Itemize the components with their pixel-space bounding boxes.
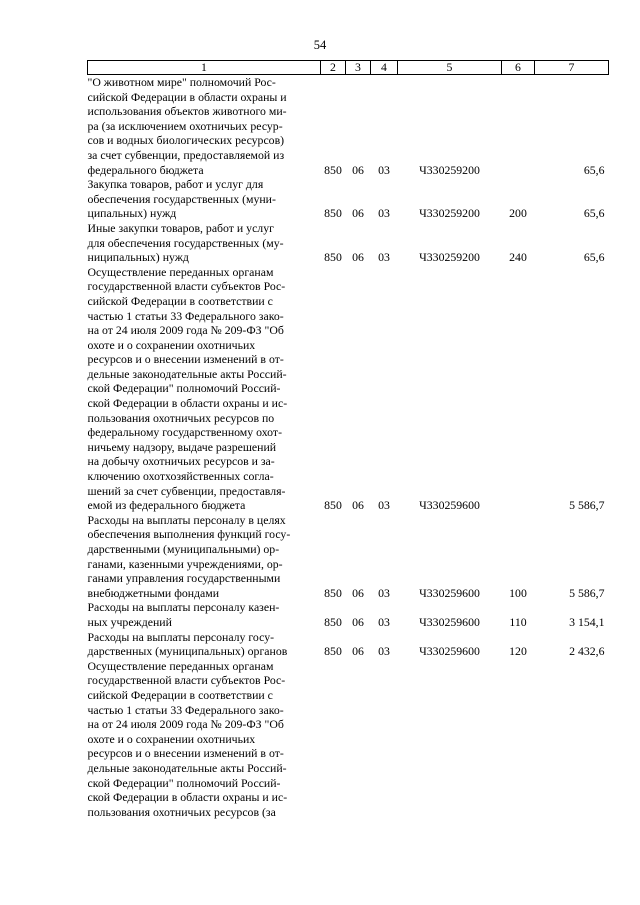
description-line: на от 24 июля 2009 года № 209-ФЗ "Об bbox=[87, 323, 284, 338]
description-line: ключению охотхозяйственных согла- bbox=[87, 469, 274, 484]
cell-target-article: Ч330259600 bbox=[419, 585, 480, 600]
cell-expense-type bbox=[502, 659, 535, 820]
row-description bbox=[88, 265, 321, 513]
header-row bbox=[88, 61, 609, 75]
description-line: ра (за исключением охотничьих ресур- bbox=[87, 118, 283, 133]
cell-subsection-code: 03 bbox=[378, 498, 390, 513]
cell-ministry-code bbox=[321, 659, 346, 820]
cell-target-article: Ч330259200 bbox=[419, 162, 480, 177]
cell-ministry-code: 850 bbox=[324, 644, 342, 659]
description-line: Осуществление переданных органам bbox=[87, 658, 274, 673]
description-line: Осуществление переданных органам bbox=[87, 264, 274, 279]
description-line: дельные законодательные акты Россий- bbox=[87, 760, 287, 775]
description-line: федеральному государственному охот- bbox=[87, 425, 282, 440]
header-col-1: 1 bbox=[88, 61, 321, 75]
cell-ministry-code: 850 bbox=[324, 614, 342, 629]
cell-subsection-code: 03 bbox=[378, 644, 390, 659]
cell-amount: 65,6 bbox=[583, 162, 605, 177]
description-line: частью 1 статьи 33 Федерального зако- bbox=[87, 308, 284, 323]
cell-section-code: 06 bbox=[352, 162, 364, 177]
cell-subsection-code: 03 bbox=[378, 206, 390, 221]
description-line: государственной власти субъектов Рос- bbox=[87, 673, 286, 688]
table-row bbox=[88, 75, 609, 178]
cell-subsection-code bbox=[371, 659, 398, 820]
table-header bbox=[88, 61, 609, 75]
description-line: государственной власти субъектов Рос- bbox=[87, 279, 286, 294]
description-line: дельные законодательные акты Россий- bbox=[87, 366, 287, 381]
cell-subsection-code: 03 bbox=[378, 250, 390, 265]
cell-ministry-code: 850 bbox=[324, 585, 342, 600]
cell-amount: 2 432,6 bbox=[569, 644, 605, 659]
header-col-3: 3 bbox=[346, 61, 371, 75]
cell-ministry-code: 850 bbox=[324, 498, 342, 513]
description-line: дарственными (муниципальными) ор- bbox=[87, 542, 280, 556]
description-line: ципальных) нужд bbox=[87, 206, 177, 221]
cell-target-article: Ч330259600 bbox=[419, 498, 480, 513]
cell-target-article: Ч330259600 bbox=[419, 614, 480, 629]
cell-subsection-code: 03 bbox=[378, 162, 390, 177]
table-row bbox=[88, 513, 609, 601]
description-line: ресурсов и о внесении изменений в от- bbox=[87, 352, 284, 367]
table-row bbox=[88, 177, 609, 221]
cell-target-article: Ч330259200 bbox=[419, 206, 480, 221]
description-line: сов и водных биологических ресурсов) bbox=[87, 133, 285, 148]
description-line: ничьему надзору, выдаче разрешений bbox=[87, 439, 277, 454]
header-col-6: 6 bbox=[502, 61, 535, 75]
cell-section-code: 06 bbox=[352, 498, 364, 513]
description-line: ганами, казенными учреждениями, ор- bbox=[87, 556, 283, 571]
cell-expense-type: 240 bbox=[509, 250, 527, 265]
description-line: внебюджетными фондами bbox=[87, 585, 220, 600]
cell-amount: 65,6 bbox=[583, 250, 605, 265]
header-col-7: 7 bbox=[535, 61, 609, 75]
description-line: ниципальных) нужд bbox=[87, 250, 189, 265]
description-line: ской Федерации в области охраны и ис- bbox=[87, 396, 288, 411]
table-row bbox=[88, 221, 609, 265]
description-line: сийской Федерации в соответствии с bbox=[87, 687, 273, 702]
description-line: за счет субвенции, предоставляемой из bbox=[87, 147, 285, 162]
description-line: дарственных (муниципальных) органов bbox=[87, 644, 288, 659]
row-description bbox=[88, 513, 321, 601]
description-line: пользования охотничьих ресурсов (за bbox=[87, 804, 276, 819]
cell-section-code: 06 bbox=[352, 206, 364, 221]
description-line: использования объектов животного ми- bbox=[87, 104, 287, 119]
cell-amount bbox=[535, 659, 609, 820]
cell-ministry-code: 850 bbox=[324, 162, 342, 177]
cell-expense-type bbox=[502, 75, 535, 178]
cell-target-article: Ч330259600 bbox=[419, 644, 480, 659]
cell-subsection-code: 03 bbox=[378, 585, 390, 600]
header-col-4: 4 bbox=[371, 61, 398, 75]
page-number: 54 bbox=[313, 38, 327, 52]
cell-amount: 5 586,7 bbox=[569, 498, 605, 513]
row-description bbox=[88, 630, 321, 659]
description-line: Расходы на выплаты персоналу казен- bbox=[87, 600, 280, 615]
row-description bbox=[88, 659, 321, 820]
cell-amount: 5 586,7 bbox=[569, 585, 605, 600]
cell-ministry-code: 850 bbox=[324, 250, 342, 265]
description-line: Иные закупки товаров, работ и услуг bbox=[87, 220, 274, 235]
table-row bbox=[88, 600, 609, 629]
table-row bbox=[88, 630, 609, 659]
row-description bbox=[88, 177, 321, 221]
description-line: ской Федерации" полномочий Россий- bbox=[87, 775, 281, 790]
description-line: обеспечения выполнения функций госу- bbox=[87, 527, 291, 542]
description-line: Закупка товаров, работ и услуг для bbox=[87, 177, 264, 192]
description-line: охоте и о сохранении охотничьих bbox=[87, 731, 256, 746]
description-line: "О животном мире" полномочий Рос- bbox=[87, 75, 276, 89]
cell-target-article bbox=[398, 659, 502, 820]
description-line: федерального бюджета bbox=[87, 162, 204, 177]
description-line: на добычу охотничьих ресурсов и за- bbox=[87, 454, 275, 469]
description-line: шений за счет субвенции, предоставля- bbox=[87, 483, 286, 498]
budget-table bbox=[87, 60, 609, 819]
description-line: ных учреждений bbox=[87, 614, 172, 629]
description-line: для обеспечения государственных (му- bbox=[87, 235, 284, 250]
description-line: охоте и о сохранении охотничьих bbox=[87, 337, 256, 352]
cell-expense-type: 120 bbox=[509, 644, 527, 659]
table-body bbox=[88, 75, 609, 820]
cell-section-code: 06 bbox=[352, 585, 364, 600]
description-line: емой из федерального бюджета bbox=[87, 498, 246, 513]
description-line: ганами управления государственными bbox=[87, 571, 281, 586]
cell-ministry-code: 850 bbox=[324, 206, 342, 221]
cell-section-code: 06 bbox=[352, 614, 364, 629]
description-line: Расходы на выплаты персоналу в целях bbox=[87, 512, 286, 527]
description-line: Расходы на выплаты персоналу госу- bbox=[87, 629, 275, 644]
cell-amount: 3 154,1 bbox=[569, 614, 605, 629]
description-line: частью 1 статьи 33 Федерального зако- bbox=[87, 702, 284, 717]
cell-expense-type bbox=[502, 265, 535, 513]
description-line: обеспечения государственных (муни- bbox=[87, 191, 276, 206]
cell-expense-type: 200 bbox=[509, 206, 527, 221]
cell-expense-type: 100 bbox=[509, 585, 527, 600]
cell-section-code: 06 bbox=[352, 250, 364, 265]
cell-section-code bbox=[346, 659, 371, 820]
cell-subsection-code: 03 bbox=[378, 614, 390, 629]
table-row bbox=[88, 659, 609, 820]
row-description bbox=[88, 75, 321, 178]
table-row bbox=[88, 265, 609, 513]
row-description bbox=[88, 221, 321, 265]
row-description bbox=[88, 600, 321, 629]
cell-expense-type: 110 bbox=[509, 614, 527, 629]
header-col-5: 5 bbox=[398, 61, 502, 75]
description-line: пользования охотничьих ресурсов по bbox=[87, 410, 275, 425]
description-line: ресурсов и о внесении изменений в от- bbox=[87, 746, 284, 761]
description-line: сийской Федерации в области охраны и bbox=[87, 89, 287, 104]
cell-section-code: 06 bbox=[352, 644, 364, 659]
cell-amount: 65,6 bbox=[583, 206, 605, 221]
description-line: ской Федерации в области охраны и ис- bbox=[87, 790, 288, 805]
description-line: на от 24 июля 2009 года № 209-ФЗ "Об bbox=[87, 717, 284, 732]
cell-target-article: Ч330259200 bbox=[419, 250, 480, 265]
header-col-2: 2 bbox=[321, 61, 346, 75]
description-line: ской Федерации" полномочий Россий- bbox=[87, 381, 281, 396]
description-line: сийской Федерации в соответствии с bbox=[87, 293, 273, 308]
